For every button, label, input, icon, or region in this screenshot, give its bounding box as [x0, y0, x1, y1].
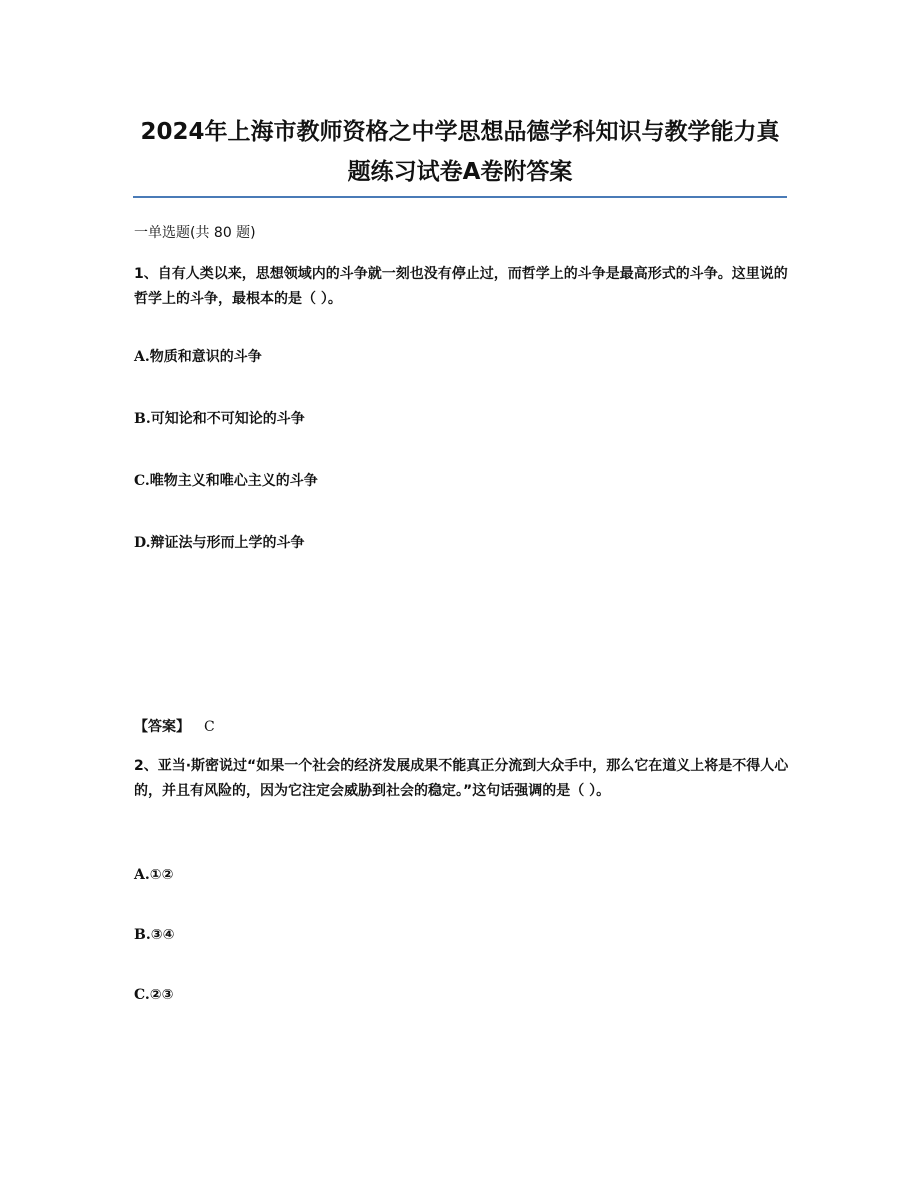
option-key: D.	[134, 535, 151, 551]
question-1-option-a	[134, 346, 262, 368]
answer-label: 【答案】	[134, 719, 190, 735]
option-key: A.	[134, 867, 150, 883]
title-divider	[133, 196, 787, 198]
option-text: 辩证法与形而上学的斗争	[150, 535, 305, 551]
answer-value: C	[204, 719, 215, 735]
question-2-text: 2、亚当·斯密说过“如果一个社会的经济发展成果不能真正分流到大众手中，那么它在道义上将是不得人心的，并且有风险的，因为它注定会威胁到社会的稳定。”这句话强调的是（ ）。	[134, 758, 789, 799]
option-key: C.	[134, 473, 150, 489]
question-1-option-b	[134, 408, 305, 430]
option-text: 可知论和不可知论的斗争	[150, 411, 305, 427]
question-2-option-b	[134, 924, 174, 946]
option-text: 物质和意识的斗争	[149, 349, 262, 365]
document-title: 2024年上海市教师资格之中学思想品德学科知识与教学能力真题练习试卷A卷附答案	[140, 119, 780, 185]
option-text: ③④	[150, 927, 175, 943]
option-key: B.	[134, 411, 151, 427]
option-key: A.	[134, 349, 150, 365]
question-1-option-d	[134, 532, 305, 554]
option-key: B.	[134, 927, 151, 943]
option-text: 唯物主义和唯心主义的斗争	[149, 473, 318, 489]
question-1-text: 1、自有人类以来，思想领域内的斗争就一刻也没有停止过，而哲学上的斗争是最高形式的斗争。这里说的哲学上的斗争，最根本的是（ ）。	[134, 266, 788, 307]
question-1-option-c	[134, 470, 318, 492]
option-key: C.	[134, 987, 150, 1003]
option-text: ①②	[149, 867, 174, 883]
question-1-answer	[134, 716, 215, 738]
option-text: ②③	[149, 987, 174, 1003]
section-heading: 一单选题(共 80 题)	[134, 225, 256, 241]
question-2-option-c	[134, 984, 174, 1006]
question-2-option-a	[134, 864, 173, 886]
